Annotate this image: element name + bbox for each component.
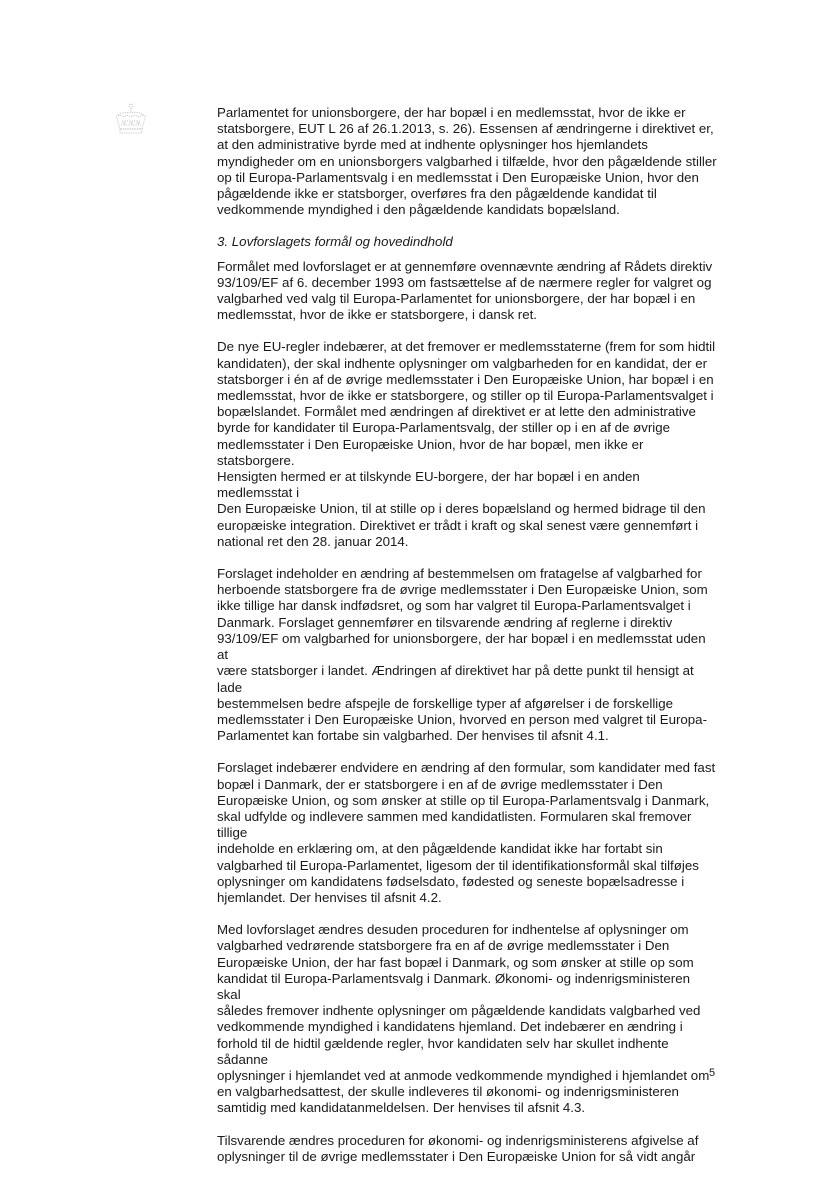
paragraph: Tilsvarende ændres proceduren for økonomi- og indenrigsministerens afgivelse af oplysninger til de øvrige medlemsstater i Den Europæiske Union for så vidt angår [217,1132,699,1164]
section-heading: 3. Lovforslagets formål og hovedindhold [217,234,453,250]
intro-paragraph: Parlamentet for unionsborgere, der har bopæl i en medlemsstat, hvor de ikke er statsborgere, EUT L 26 af 26.1.2013, s. 26). Essensen af ændringerne i direktivet er, at den administrative byrde med at indhente oplysninger hos hjemlandets myndigheder om en unionsborgers valgbarhed i tilfælde, hvor den pågældende stiller op til Europa-Parlamentsvalg i en medlemsstat i Den Europæiske Union, hvor den pågældende ikke er statsborger, overføres fra den pågældende kandidat til vedkommende myndighed i den pågældende kandidats bopælsland. [217,105,717,218]
paragraph: De nye EU-regler indebærer, at det fremover er medlemsstaterne (frem for som hidtil kandidaten), der skal indhente oplysninger om valgbarheden for en kandidat, der er statsborger i én af de øvrige medlemsstater i Den Europæiske Union, har bopæl i en medlemsstat, hvor de ikke er statsborgere, og stiller op til Europa-Parlamentsvalget i bopælslandet. Formålet med ændringen af direktivet er at lette den administrative byrde for kandidater til Europa-Parlamentsvalg, der stiller op i en af de øvrige medlemsstater i Den Europæiske Union, hvor de har bopæl, men ikke er statsborgere. Hensigten hermed er at tilskynde EU-borgere, der har bopæl i en anden medlemsstat i Den Europæiske Union, til at stille op i deres bopælsland og hermed bidrage til den europæiske integration. Direktivet er trådt i kraft og skal senest være gennemført i national ret den 28. januar 2014. [217,339,716,549]
paragraph: Formålet med lovforslaget er at gennemføre ovennævnte ændring af Rådets direktiv 93/109/EF af 6. december 1993 om fastsættelse af de nærmere regler for valgret og valgbarhed ved valg til Europa-Parlamentet for unionsborgere, der har bopæl i en medlemsstat, hvor de ikke er statsborgere, i dansk ret. [217,258,713,323]
paragraph: Med lovforslaget ændres desuden proceduren for indhentelse af oplysninger om valgbarhed vedrørende statsborgere fra en af de øvrige medlemsstater i Den Europæiske Union, der har fast bopæl i Danmark, og som ønsker at stille op som kandidat til Europa-Parlamentsvalg i Danmark. Økonomi- og indenrigsministeren skal således fremover indhente oplysninger om pågældende kandidats valgbarhed ved vedkommende myndighed i kandidatens hjemland. Det indebærer en ændring i forhold til de hidtil gældende regler, hvor kandidaten selv har skullet indhente sådanne oplysninger i hjemlandet ved at anmode vedkommende myndighed i hjemlandet om en valgbarhedsattest, der skulle indleveres til økonomi- og indenrigsministeren samtidig med kandidatanmeldelsen. Der henvises til afsnit 4.3. [217,922,710,1116]
paragraph: Forslaget indeholder en ændring af bestemmelsen om fratagelse af valgbarhed for herboende statsborgere fra de øvrige medlemsstater i Den Europæiske Union, som ikke tillige har dansk indfødsret, og som har valgret til Europa-Parlamentsvalget i Danmark. Forslaget gennemfører en tilsvarende ændring af reglerne i direktiv 93/109/EF om valgbarhed for unionsborgere, der har bopæl i en medlemsstat uden at være statsborger i landet. Ændringen af direktivet har på dette punkt til hensigt at lade bestemmelsen bedre afspejle de forskellige typer af afgørelser i de forskellige medlemsstater i Den Europæiske Union, hvorved en person med valgret til Europa- Parlamentet kan fortabe sin valgbarhed. Der henvises til afsnit 4.1. [217,566,708,744]
crown-icon [112,103,150,137]
paragraph: Forslaget indebærer endvidere en ændring af den formular, som kandidater med fast bopæl i Danmark, der er statsborgere i en af de øvrige medlemsstater i Den Europæiske Union, og som ønsker at stille op til Europa-Parlamentsvalg i Danmark, skal udfylde og indlevere sammen med kandidatlisten. Formularen skal fremover tillige indeholde en erklæring om, at den pågældende kandidat ikke har fortabt sin valgbarhed til Europa-Parlamentet, ligesom der til identifikationsformål skal tilføjes oplysninger om kandidatens fødselsdato, fødested og seneste bopælsadresse i hjemlandet. Der henvises til afsnit 4.2. [217,760,716,905]
body-text [217,105,717,1181]
page-number: 5 [709,1067,716,1079]
